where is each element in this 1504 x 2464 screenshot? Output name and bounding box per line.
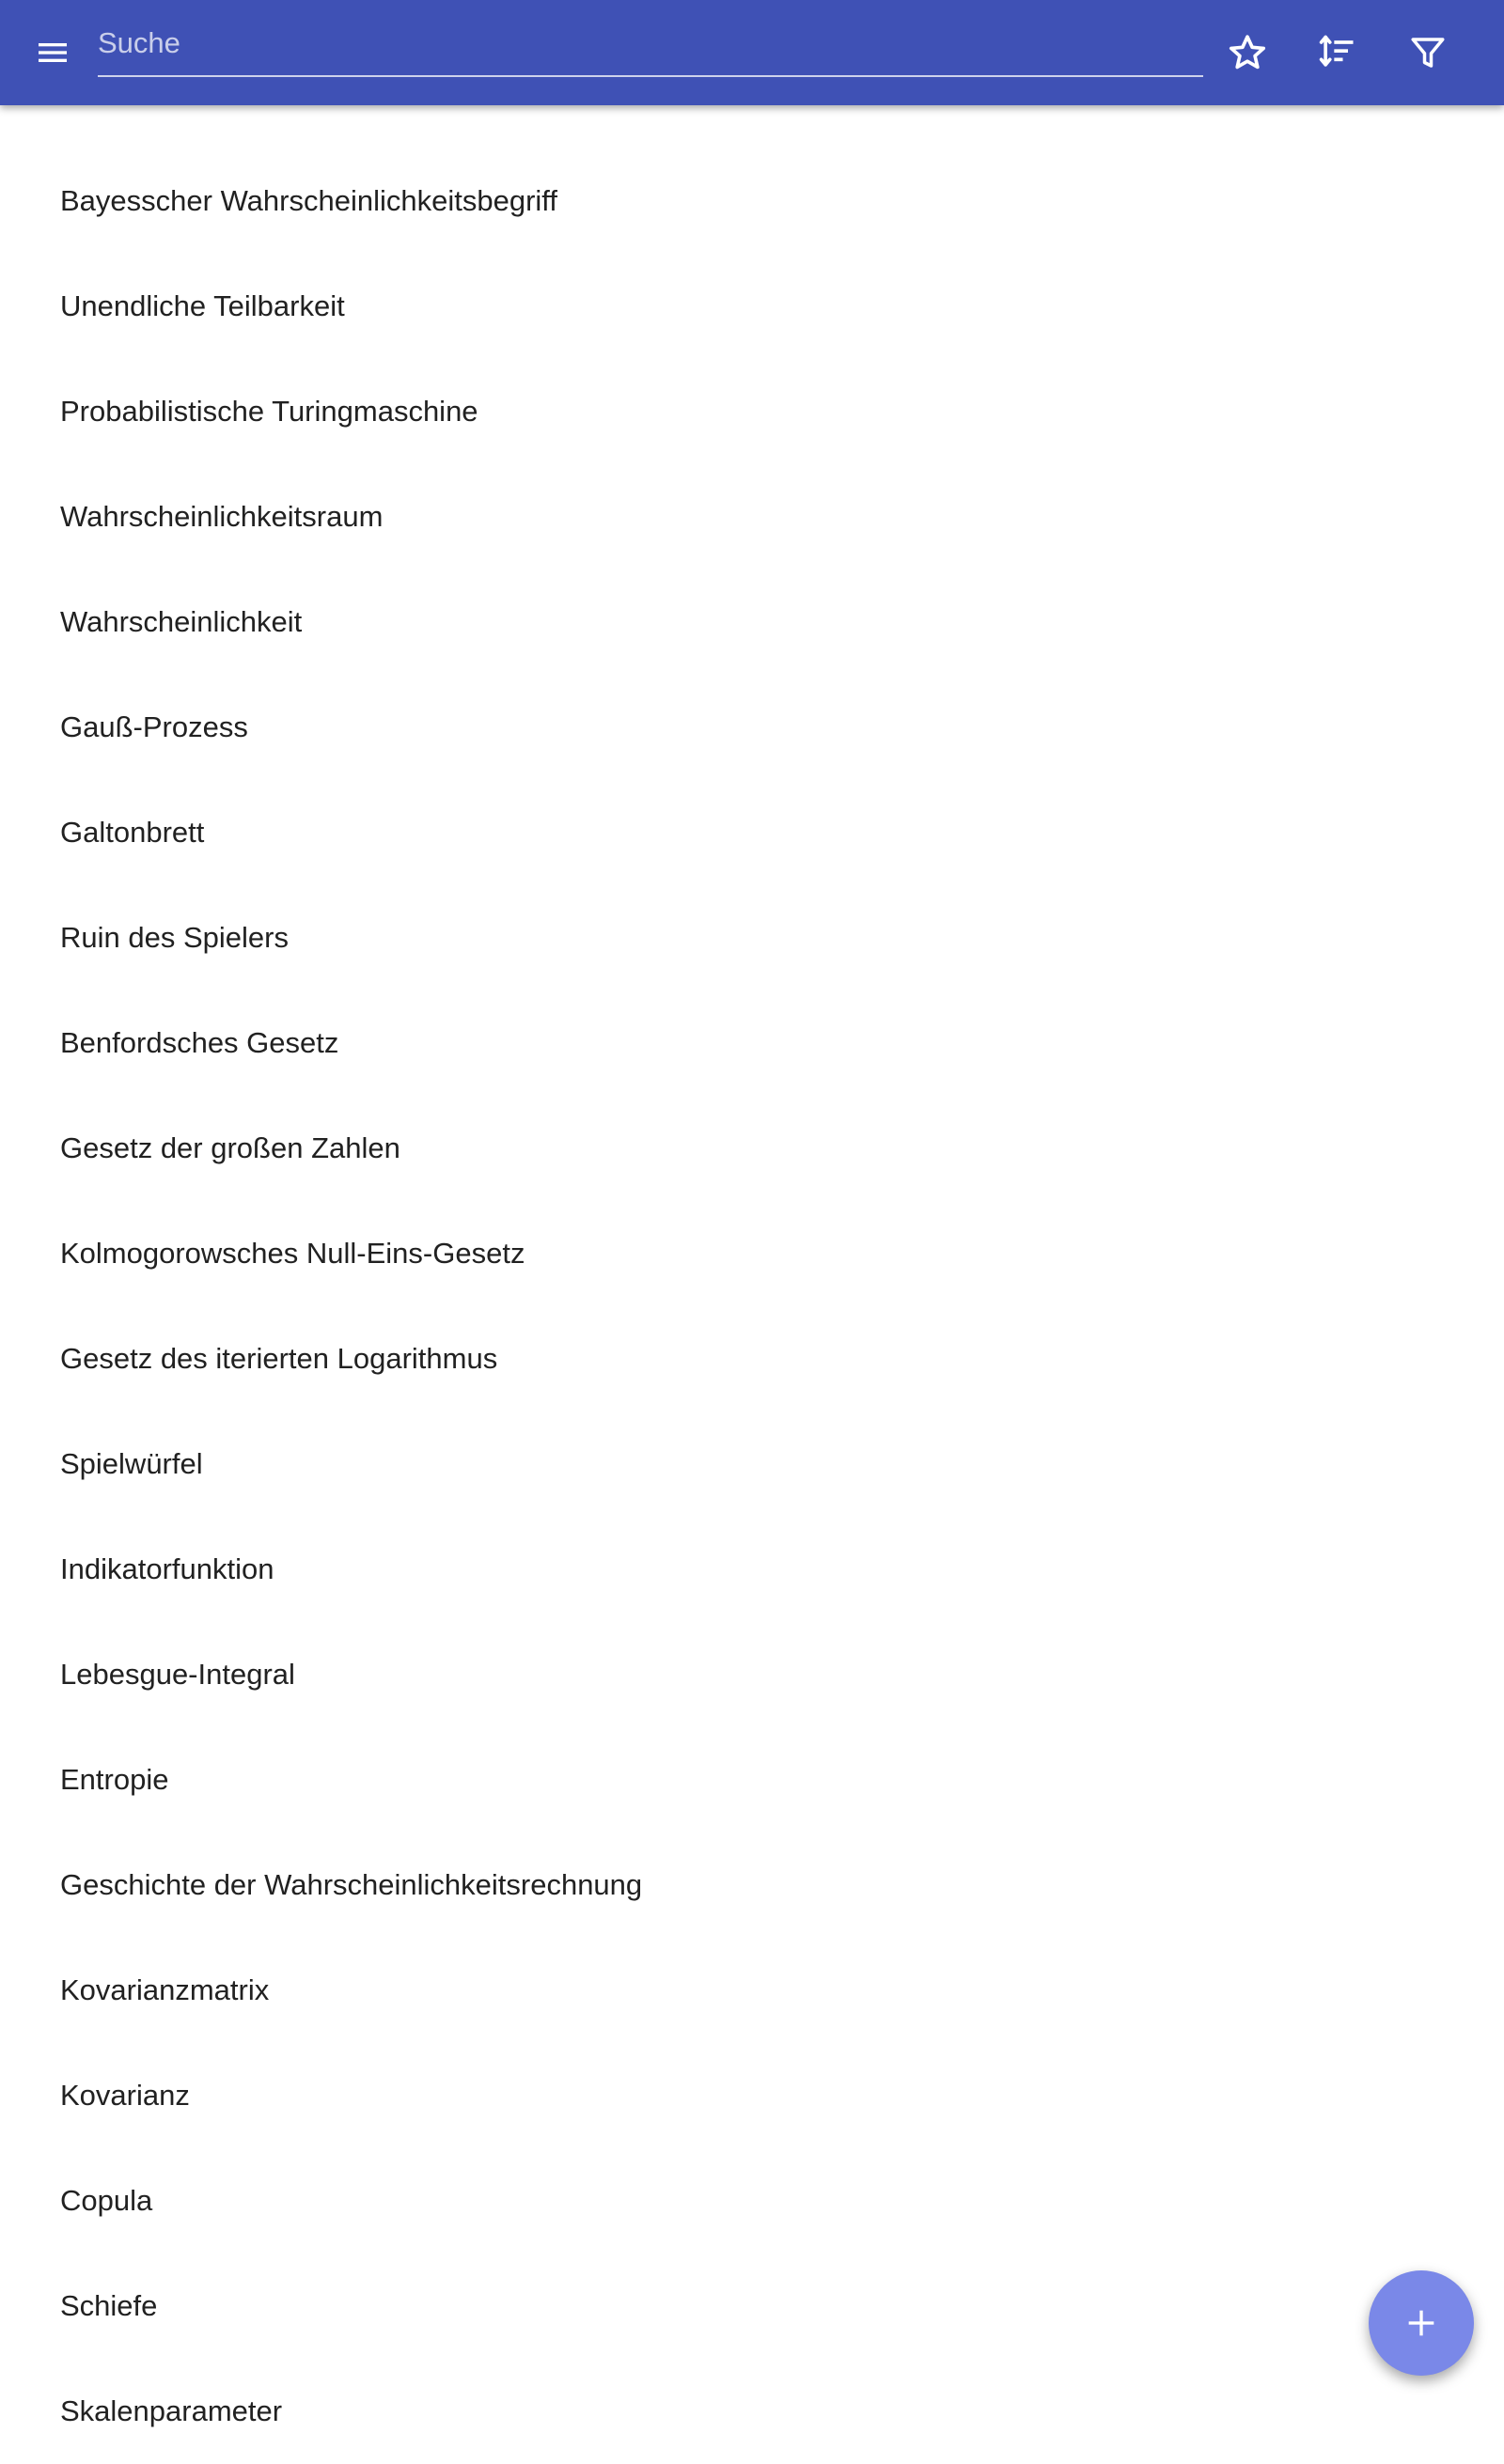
list-item[interactable]: Copula bbox=[60, 2184, 153, 2217]
star-outline-icon bbox=[1227, 32, 1268, 73]
menu-button[interactable] bbox=[19, 19, 86, 86]
article-list bbox=[0, 105, 1504, 2427]
list-item[interactable]: Indikatorfunktion bbox=[60, 1552, 274, 1585]
sort-icon bbox=[1317, 32, 1358, 73]
list-item[interactable]: Unendliche Teilbarkeit bbox=[60, 289, 345, 322]
list-item[interactable]: Bayesscher Wahrscheinlichkeitsbegriff bbox=[60, 184, 557, 217]
search-input[interactable] bbox=[98, 17, 1203, 70]
list-item[interactable]: Schiefe bbox=[60, 2289, 158, 2322]
list-item[interactable]: Geschichte der Wahrscheinlichkeitsrechnung bbox=[60, 1868, 643, 1901]
list-item[interactable]: Spielwürfel bbox=[60, 1447, 203, 1480]
sort-button[interactable] bbox=[1304, 19, 1371, 86]
list-item[interactable]: Kolmogorowsches Null-Eins-Gesetz bbox=[60, 1237, 525, 1270]
list-item[interactable]: Galtonbrett bbox=[60, 816, 205, 849]
list-item[interactable]: Entropie bbox=[60, 1763, 169, 1796]
hamburger-menu-icon bbox=[34, 34, 71, 71]
add-button[interactable] bbox=[1369, 2270, 1474, 2376]
list-item[interactable]: Probabilistische Turingmaschine bbox=[60, 395, 478, 428]
list-item[interactable]: Skalenparameter bbox=[60, 2394, 283, 2427]
list-item[interactable]: Gesetz der großen Zahlen bbox=[60, 1131, 400, 1164]
list-item[interactable]: Wahrscheinlichkeitsraum bbox=[60, 500, 384, 533]
list-item[interactable]: Benfordsches Gesetz bbox=[60, 1026, 339, 1059]
list-item[interactable]: Kovarianz bbox=[60, 2079, 190, 2112]
list-item[interactable]: Ruin des Spielers bbox=[60, 921, 289, 954]
plus-icon bbox=[1402, 2304, 1440, 2342]
filter-icon bbox=[1408, 33, 1448, 72]
list-item[interactable]: Wahrscheinlichkeit bbox=[60, 605, 303, 638]
list-item[interactable]: Gauß-Prozess bbox=[60, 710, 248, 743]
list-item[interactable]: Lebesgue-Integral bbox=[60, 1658, 295, 1691]
search-field bbox=[98, 17, 1203, 77]
app-bar bbox=[0, 0, 1504, 105]
favorites-button[interactable] bbox=[1214, 19, 1281, 86]
list-item[interactable]: Gesetz des iterierten Logarithmus bbox=[60, 1342, 498, 1375]
list-item[interactable]: Kovarianzmatrix bbox=[60, 1973, 270, 2006]
filter-button[interactable] bbox=[1394, 19, 1462, 86]
